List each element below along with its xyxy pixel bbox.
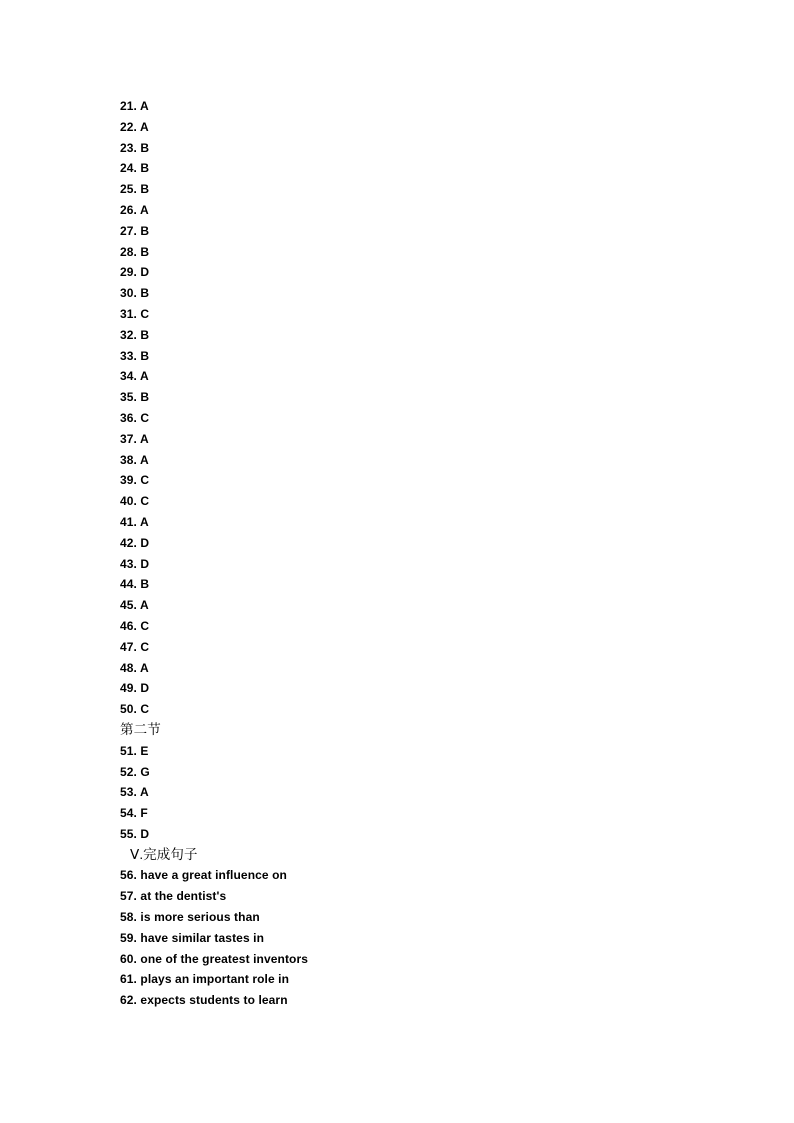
answer-number: 27.: [120, 223, 137, 238]
answer-value: C: [140, 639, 150, 654]
answer-item-33: [120, 346, 720, 367]
answer-number: 31.: [120, 306, 137, 321]
answer-value: G: [140, 764, 150, 779]
answer-number: 37.: [120, 431, 137, 446]
answer-item-48: [120, 658, 720, 679]
answer-value: A: [139, 369, 149, 384]
answer-value: expects students to learn: [140, 993, 288, 1008]
answer-item-60: [120, 949, 720, 970]
answer-number: 38.: [120, 452, 137, 467]
answer-value: D: [140, 826, 150, 841]
answer-number: 35.: [120, 390, 137, 405]
answer-item-21: [120, 96, 720, 117]
answer-value: C: [140, 702, 150, 717]
answer-item-43: [120, 554, 720, 575]
answer-value: A: [139, 431, 149, 446]
answer-number: 44.: [120, 577, 137, 592]
answer-value: A: [139, 598, 149, 613]
part1-answer-list: [120, 96, 720, 720]
answer-item-37: [120, 429, 720, 450]
section-heading-part3: Ⅴ.完成句子: [130, 846, 198, 862]
part2-answer-list: [120, 741, 720, 845]
part3-answer-list: [120, 865, 720, 1011]
answer-item-57: [120, 886, 720, 907]
answer-item-40: [120, 491, 720, 512]
answer-item-45: [120, 595, 720, 616]
answer-number: 59.: [120, 930, 137, 945]
answer-number: 54.: [120, 806, 137, 821]
answer-value: A: [139, 202, 149, 217]
answer-number: 36.: [120, 410, 137, 425]
answer-item-58: [120, 907, 720, 928]
answer-value: at the dentist's: [140, 889, 227, 904]
answer-item-30: [120, 283, 720, 304]
answer-value: A: [139, 119, 149, 134]
answer-number: 29.: [120, 265, 137, 280]
answer-number: 52.: [120, 764, 137, 779]
answer-number: 34.: [120, 369, 137, 384]
answer-item-49: [120, 678, 720, 699]
answer-value: one of the greatest inventors: [140, 951, 309, 966]
answer-number: 47.: [120, 639, 137, 654]
answer-number: 39.: [120, 473, 137, 488]
answer-number: 40.: [120, 494, 137, 509]
answer-item-52: [120, 762, 720, 783]
answer-item-47: [120, 637, 720, 658]
answer-number: 55.: [120, 826, 137, 841]
answer-sheet: [120, 96, 720, 1011]
answer-item-53: [120, 782, 720, 803]
answer-number: 58.: [120, 910, 137, 925]
answer-item-34: [120, 366, 720, 387]
answer-number: 61.: [120, 972, 137, 987]
answer-item-51: [120, 741, 720, 762]
answer-number: 22.: [120, 119, 137, 134]
answer-item-36: [120, 408, 720, 429]
answer-item-61: [120, 969, 720, 990]
answer-item-31: [120, 304, 720, 325]
answer-item-62: [120, 990, 720, 1011]
answer-item-39: [120, 470, 720, 491]
answer-number: 33.: [120, 348, 137, 363]
answer-number: 25.: [120, 182, 137, 197]
answer-item-28: [120, 242, 720, 263]
answer-item-54: [120, 803, 720, 824]
answer-item-25: [120, 179, 720, 200]
answer-number: 60.: [120, 951, 137, 966]
answer-item-23: [120, 138, 720, 159]
answer-item-38: [120, 450, 720, 471]
answer-number: 53.: [120, 785, 137, 800]
answer-value: D: [140, 681, 150, 696]
answer-value: D: [140, 556, 150, 571]
answer-number: 42.: [120, 535, 137, 550]
answer-value: is more serious than: [140, 910, 260, 925]
answer-number: 46.: [120, 618, 137, 633]
answer-number: 28.: [120, 244, 137, 259]
answer-number: 26.: [120, 202, 137, 217]
answer-number: 62.: [120, 993, 137, 1008]
answer-value: plays an important role in: [140, 972, 290, 987]
answer-value: C: [140, 410, 150, 425]
answer-item-32: [120, 325, 720, 346]
answer-value: E: [140, 743, 149, 758]
answer-value: B: [140, 244, 150, 259]
answer-number: 48.: [120, 660, 137, 675]
answer-number: 32.: [120, 327, 137, 342]
answer-number: 41.: [120, 514, 137, 529]
answer-value: B: [140, 577, 150, 592]
answer-value: B: [140, 327, 150, 342]
answer-item-55: [120, 824, 720, 845]
answer-value: B: [140, 223, 150, 238]
answer-number: 56.: [120, 868, 137, 883]
answer-number: 30.: [120, 286, 137, 301]
answer-item-59: [120, 928, 720, 949]
answer-item-56: [120, 865, 720, 886]
answer-item-46: [120, 616, 720, 637]
answer-number: 21.: [120, 99, 137, 113]
answer-value: A: [139, 452, 149, 467]
answer-value: C: [140, 306, 150, 321]
section-heading-part2: 第二节: [120, 721, 161, 737]
answer-value: C: [140, 473, 150, 488]
answer-value: F: [140, 806, 148, 821]
answer-item-50: [120, 699, 720, 720]
answer-number: 43.: [120, 556, 137, 571]
answer-item-27: [120, 221, 720, 242]
answer-number: 45.: [120, 598, 137, 613]
answer-value: B: [140, 286, 150, 301]
answer-value: A: [139, 785, 149, 800]
answer-value: B: [140, 390, 150, 405]
answer-number: 51.: [120, 743, 137, 758]
answer-value: B: [140, 161, 150, 176]
answer-value: C: [140, 618, 150, 633]
answer-item-24: [120, 158, 720, 179]
answer-number: 23.: [120, 140, 137, 155]
answer-value: D: [140, 265, 150, 280]
answer-number: 57.: [120, 889, 137, 904]
answer-item-22: [120, 117, 720, 138]
answer-item-42: [120, 533, 720, 554]
answer-value: A: [139, 99, 149, 113]
answer-number: 24.: [120, 161, 137, 176]
answer-value: have a great influence on: [140, 868, 287, 883]
answer-value: have similar tastes in: [140, 930, 265, 945]
answer-item-29: [120, 262, 720, 283]
answer-item-44: [120, 574, 720, 595]
answer-value: A: [139, 514, 149, 529]
answer-value: B: [140, 348, 150, 363]
answer-number: 49.: [120, 681, 137, 696]
answer-number: 50.: [120, 702, 137, 717]
answer-value: C: [140, 494, 150, 509]
answer-value: B: [140, 140, 150, 155]
answer-item-26: [120, 200, 720, 221]
answer-item-35: [120, 387, 720, 408]
answer-item-41: [120, 512, 720, 533]
answer-value: A: [139, 660, 149, 675]
answer-value: D: [140, 535, 150, 550]
answer-value: B: [140, 182, 150, 197]
